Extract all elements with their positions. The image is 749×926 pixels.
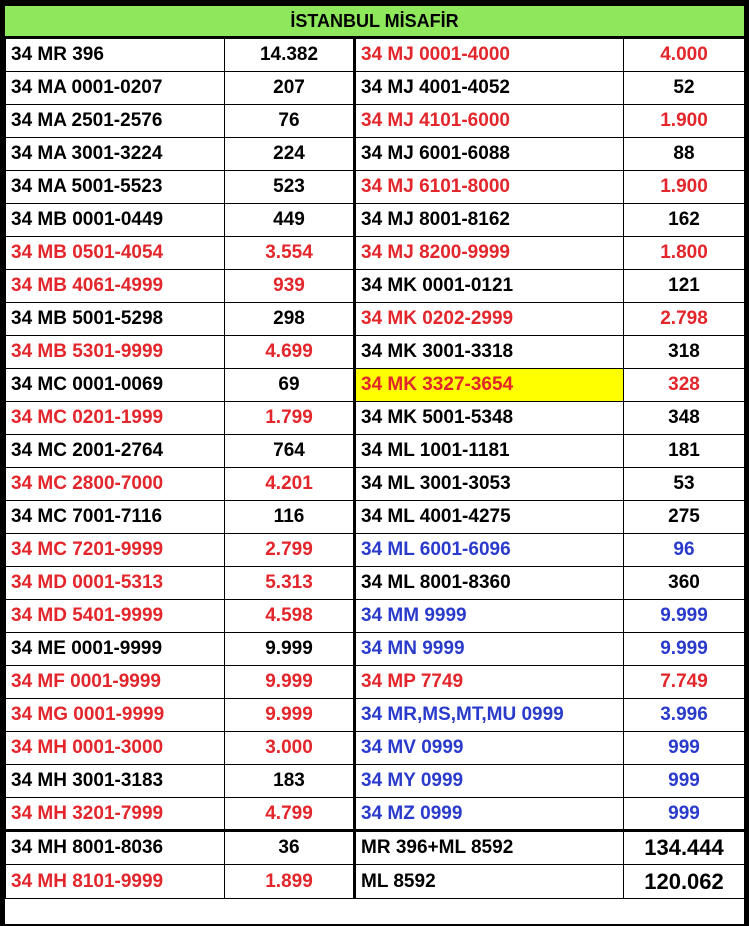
left-plate-range: 34 MB 4061-4999 [6,270,225,303]
right-plate-range: 34 MK 0202-2999 [355,303,624,336]
table-row [6,633,745,666]
sheet-title: İSTANBUL MİSAFİR [5,6,744,38]
right-count: 96 [624,534,745,567]
right-count: 4.000 [624,39,745,72]
table-row [6,402,745,435]
left-plate-range: 34 MG 0001-9999 [6,699,225,732]
table-row [6,501,745,534]
right-count: 999 [624,765,745,798]
table-row [6,666,745,699]
right-plate-range: 34 MJ 8200-9999 [355,237,624,270]
spreadsheet [3,4,746,926]
right-plate-range: 34 ML 8001-8360 [355,567,624,600]
left-plate-range: 34 ME 0001-9999 [6,633,225,666]
right-count: 999 [624,798,745,831]
left-plate-range: 34 MB 0001-0449 [6,204,225,237]
right-count: 1.800 [624,237,745,270]
right-count: 1.900 [624,105,745,138]
right-plate-range: 34 MM 9999 [355,600,624,633]
left-plate-range: 34 MH 8101-9999 [6,865,225,899]
right-count: 121 [624,270,745,303]
left-count: 1.799 [225,402,355,435]
left-plate-range: 34 MA 5001-5523 [6,171,225,204]
left-plate-range: 34 MD 0001-5313 [6,567,225,600]
right-plate-range: 34 MY 0999 [355,765,624,798]
table-row [6,534,745,567]
right-plate-range: 34 ML 4001-4275 [355,501,624,534]
left-count: 3.000 [225,732,355,765]
table-row [6,105,745,138]
left-count: 224 [225,138,355,171]
right-plate-range: 34 MJ 4001-4052 [355,72,624,105]
right-count: 360 [624,567,745,600]
right-plate-range: 34 MK 0001-0121 [355,270,624,303]
left-count: 4.598 [225,600,355,633]
table-row [6,468,745,501]
right-count: 275 [624,501,745,534]
total-row [6,865,745,899]
right-count: 162 [624,204,745,237]
left-plate-range: 34 MC 7201-9999 [6,534,225,567]
table-body [6,39,745,899]
left-count: 3.554 [225,237,355,270]
table-row [6,369,745,402]
right-plate-range: 34 ML 3001-3053 [355,468,624,501]
left-count: 4.201 [225,468,355,501]
table-row [6,303,745,336]
left-plate-range: 34 MC 0201-1999 [6,402,225,435]
left-count: 69 [225,369,355,402]
left-count: 116 [225,501,355,534]
right-count: 1.900 [624,171,745,204]
right-count: 88 [624,138,745,171]
left-plate-range: 34 MD 5401-9999 [6,600,225,633]
table-row [6,765,745,798]
table-row [6,798,745,831]
right-count: 52 [624,72,745,105]
right-count: 7.749 [624,666,745,699]
left-count: 76 [225,105,355,138]
left-count: 2.799 [225,534,355,567]
left-plate-range: 34 MR 396 [6,39,225,72]
left-plate-range: 34 MB 5301-9999 [6,336,225,369]
right-plate-range: 34 MV 0999 [355,732,624,765]
right-count: 2.798 [624,303,745,336]
right-count: 3.996 [624,699,745,732]
right-plate-range: 34 MK 3327-3654 [355,369,624,402]
right-plate-range: 34 MR,MS,MT,MU 0999 [355,699,624,732]
right-plate-range: 34 MK 3001-3318 [355,336,624,369]
left-plate-range: 34 MC 0001-0069 [6,369,225,402]
right-count: 348 [624,402,745,435]
right-plate-range: 34 MJ 8001-8162 [355,204,624,237]
left-plate-range: 34 MH 3001-3183 [6,765,225,798]
left-plate-range: 34 MH 0001-3000 [6,732,225,765]
left-plate-range: 34 MC 2001-2764 [6,435,225,468]
table-row [6,39,745,72]
table-row [6,171,745,204]
right-plate-range: 34 MZ 0999 [355,798,624,831]
right-plate-range: 34 MJ 6001-6088 [355,138,624,171]
right-plate-range: 34 MP 7749 [355,666,624,699]
table-row [6,699,745,732]
table-row [6,567,745,600]
right-count: 999 [624,732,745,765]
table-row [6,237,745,270]
right-count: 318 [624,336,745,369]
table-row [6,270,745,303]
right-plate-range: 34 ML 1001-1181 [355,435,624,468]
right-plate-range: 34 ML 6001-6096 [355,534,624,567]
right-count: 181 [624,435,745,468]
right-plate-range: 34 MJ 4101-6000 [355,105,624,138]
left-count: 207 [225,72,355,105]
table-row [6,732,745,765]
right-plate-range: 34 MJ 6101-8000 [355,171,624,204]
left-plate-range: 34 MF 0001-9999 [6,666,225,699]
left-count: 298 [225,303,355,336]
right-plate-range: 34 MK 5001-5348 [355,402,624,435]
left-plate-range: 34 MB 0501-4054 [6,237,225,270]
total-row [6,831,745,865]
plate-table [5,38,745,899]
left-plate-range: 34 MC 2800-7000 [6,468,225,501]
right-plate-range: MR 396+ML 8592 [355,831,624,865]
left-count: 449 [225,204,355,237]
right-count: 120.062 [624,865,745,899]
right-count: 53 [624,468,745,501]
right-plate-range: ML 8592 [355,865,624,899]
table-row [6,72,745,105]
left-count: 5.313 [225,567,355,600]
left-count: 4.699 [225,336,355,369]
left-count: 939 [225,270,355,303]
table-row [6,435,745,468]
table-row [6,138,745,171]
table-row [6,336,745,369]
left-count: 1.899 [225,865,355,899]
table-row [6,600,745,633]
table-row [6,204,745,237]
left-plate-range: 34 MA 3001-3224 [6,138,225,171]
left-plate-range: 34 MA 0001-0207 [6,72,225,105]
left-plate-range: 34 MH 8001-8036 [6,831,225,865]
left-count: 9.999 [225,633,355,666]
right-count: 328 [624,369,745,402]
left-count: 4.799 [225,798,355,831]
right-count: 9.999 [624,633,745,666]
left-plate-range: 34 MA 2501-2576 [6,105,225,138]
right-count: 9.999 [624,600,745,633]
left-count: 36 [225,831,355,865]
left-count: 14.382 [225,39,355,72]
left-count: 764 [225,435,355,468]
right-plate-range: 34 MN 9999 [355,633,624,666]
left-plate-range: 34 MC 7001-7116 [6,501,225,534]
left-plate-range: 34 MH 3201-7999 [6,798,225,831]
right-plate-range: 34 MJ 0001-4000 [355,39,624,72]
left-count: 523 [225,171,355,204]
right-count: 134.444 [624,831,745,865]
left-count: 183 [225,765,355,798]
left-count: 9.999 [225,699,355,732]
left-count: 9.999 [225,666,355,699]
left-plate-range: 34 MB 5001-5298 [6,303,225,336]
